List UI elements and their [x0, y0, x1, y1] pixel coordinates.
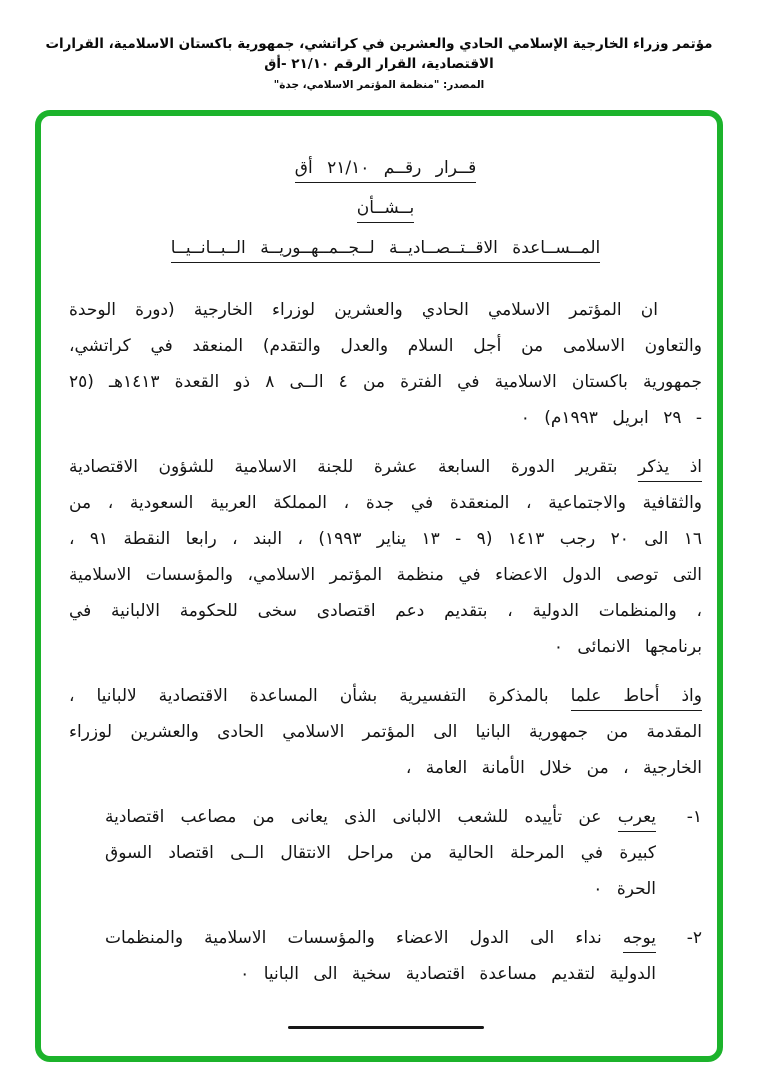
- item-body: عن تأييده للشعب الالبانى الذى يعانى من مصاعب اقتصادية كبيرة في المرحلة الحالية من مراحل الانتقال الــى اقتصاد السوق الحرة ٠: [105, 807, 656, 899]
- resolution-subject-title: المــســاعدة الاقــتــصــاديــة لــجــمــهــوريــة الــبــانــيــا: [171, 238, 601, 263]
- item-lead: يعرب: [618, 807, 656, 832]
- document-body: [41, 116, 717, 1029]
- source-caption: [0, 0, 758, 93]
- item-lead: يوجه: [623, 928, 656, 953]
- item-text: [69, 799, 656, 907]
- end-divider: [288, 1026, 484, 1029]
- item-number: ١-: [686, 807, 702, 827]
- operative-item-1: [69, 799, 702, 907]
- recalling-paragraph: [69, 449, 702, 665]
- preamble-paragraph: [69, 292, 702, 436]
- item-body: نداء الى الدول الاعضاء والمؤسسات الاسلامية والمنظمات الدولية لتقديم مساعدة اقتصادية سخية الى البانيا ٠: [105, 928, 656, 984]
- item-text: [69, 920, 656, 992]
- paragraph-text: ان المؤتمر الاسلامي الحادي والعشرين لوزراء الخارجية (دورة الوحدة والتعاون الاسلامى من أجل السلام والعدل والتقدم) المنعقد في كراتشي، جمهورية باكستان الاسلامية في الفترة من ٤ الــى ٨ ذو القعدة ١٤١٣هـ (٢٥ - ٢٩ ابريل ١٩٩٣م) ٠: [69, 300, 702, 428]
- paragraph-lead: اذ يذكر: [638, 457, 702, 482]
- paragraph-text: بالمذكرة التفسيرية بشأن المساعدة الاقتصادية لالبانيا ، المقدمة من جمهورية البانيا الى المؤتمر الاسلامي الحادى والعشرين لوزراء الخارجية ، من خلال الأمانة العامة ،: [69, 686, 702, 778]
- item-number: ٢-: [686, 928, 702, 948]
- source-caption-line2: المصدر: "منظمة المؤتمر الاسلامي، جدة": [273, 79, 485, 91]
- paragraph-text: بتقرير الدورة السابعة عشرة للجنة الاسلامية للشؤون الاقتصادية والثقافية والاجتماعية ، المنعقدة في جدة ، المملكة العربية السعودية ، من ١٦ الى ٢٠ رجب ١٤١٣ (٩ - ١٣ يناير ١٩٩٣) ، البند ، رابعا النقطة ٩١ ، التى توصى الدول الاعضاء في منظمة المؤتمر الاسلامي، والمؤسسات الاسلامية ، والمنظمات الدولية ، بتقديم دعم اقتصادى سخى للحكومة الالبانية في برنامجها الانمائى ٠: [69, 457, 702, 657]
- document-frame: [35, 110, 723, 1062]
- resolution-regarding-label: بــشــأن: [357, 198, 414, 223]
- source-caption-line1: مؤتمر وزراء الخارجية الإسلامي الحادي والعشرين في كراتشي، جمهورية باكستان الاسلامية، القرارات الاقتصادية، القرار الرقم ٢١/١٠ -أق: [45, 36, 713, 72]
- operative-item-2: [69, 920, 702, 992]
- resolution-number-title: قــرار رقــم ٢١/١٠ أق: [295, 158, 476, 183]
- taking-note-paragraph: [69, 678, 702, 786]
- paragraph-lead: واذ أحاط علما: [571, 686, 702, 711]
- resolution-title-block: [69, 148, 702, 268]
